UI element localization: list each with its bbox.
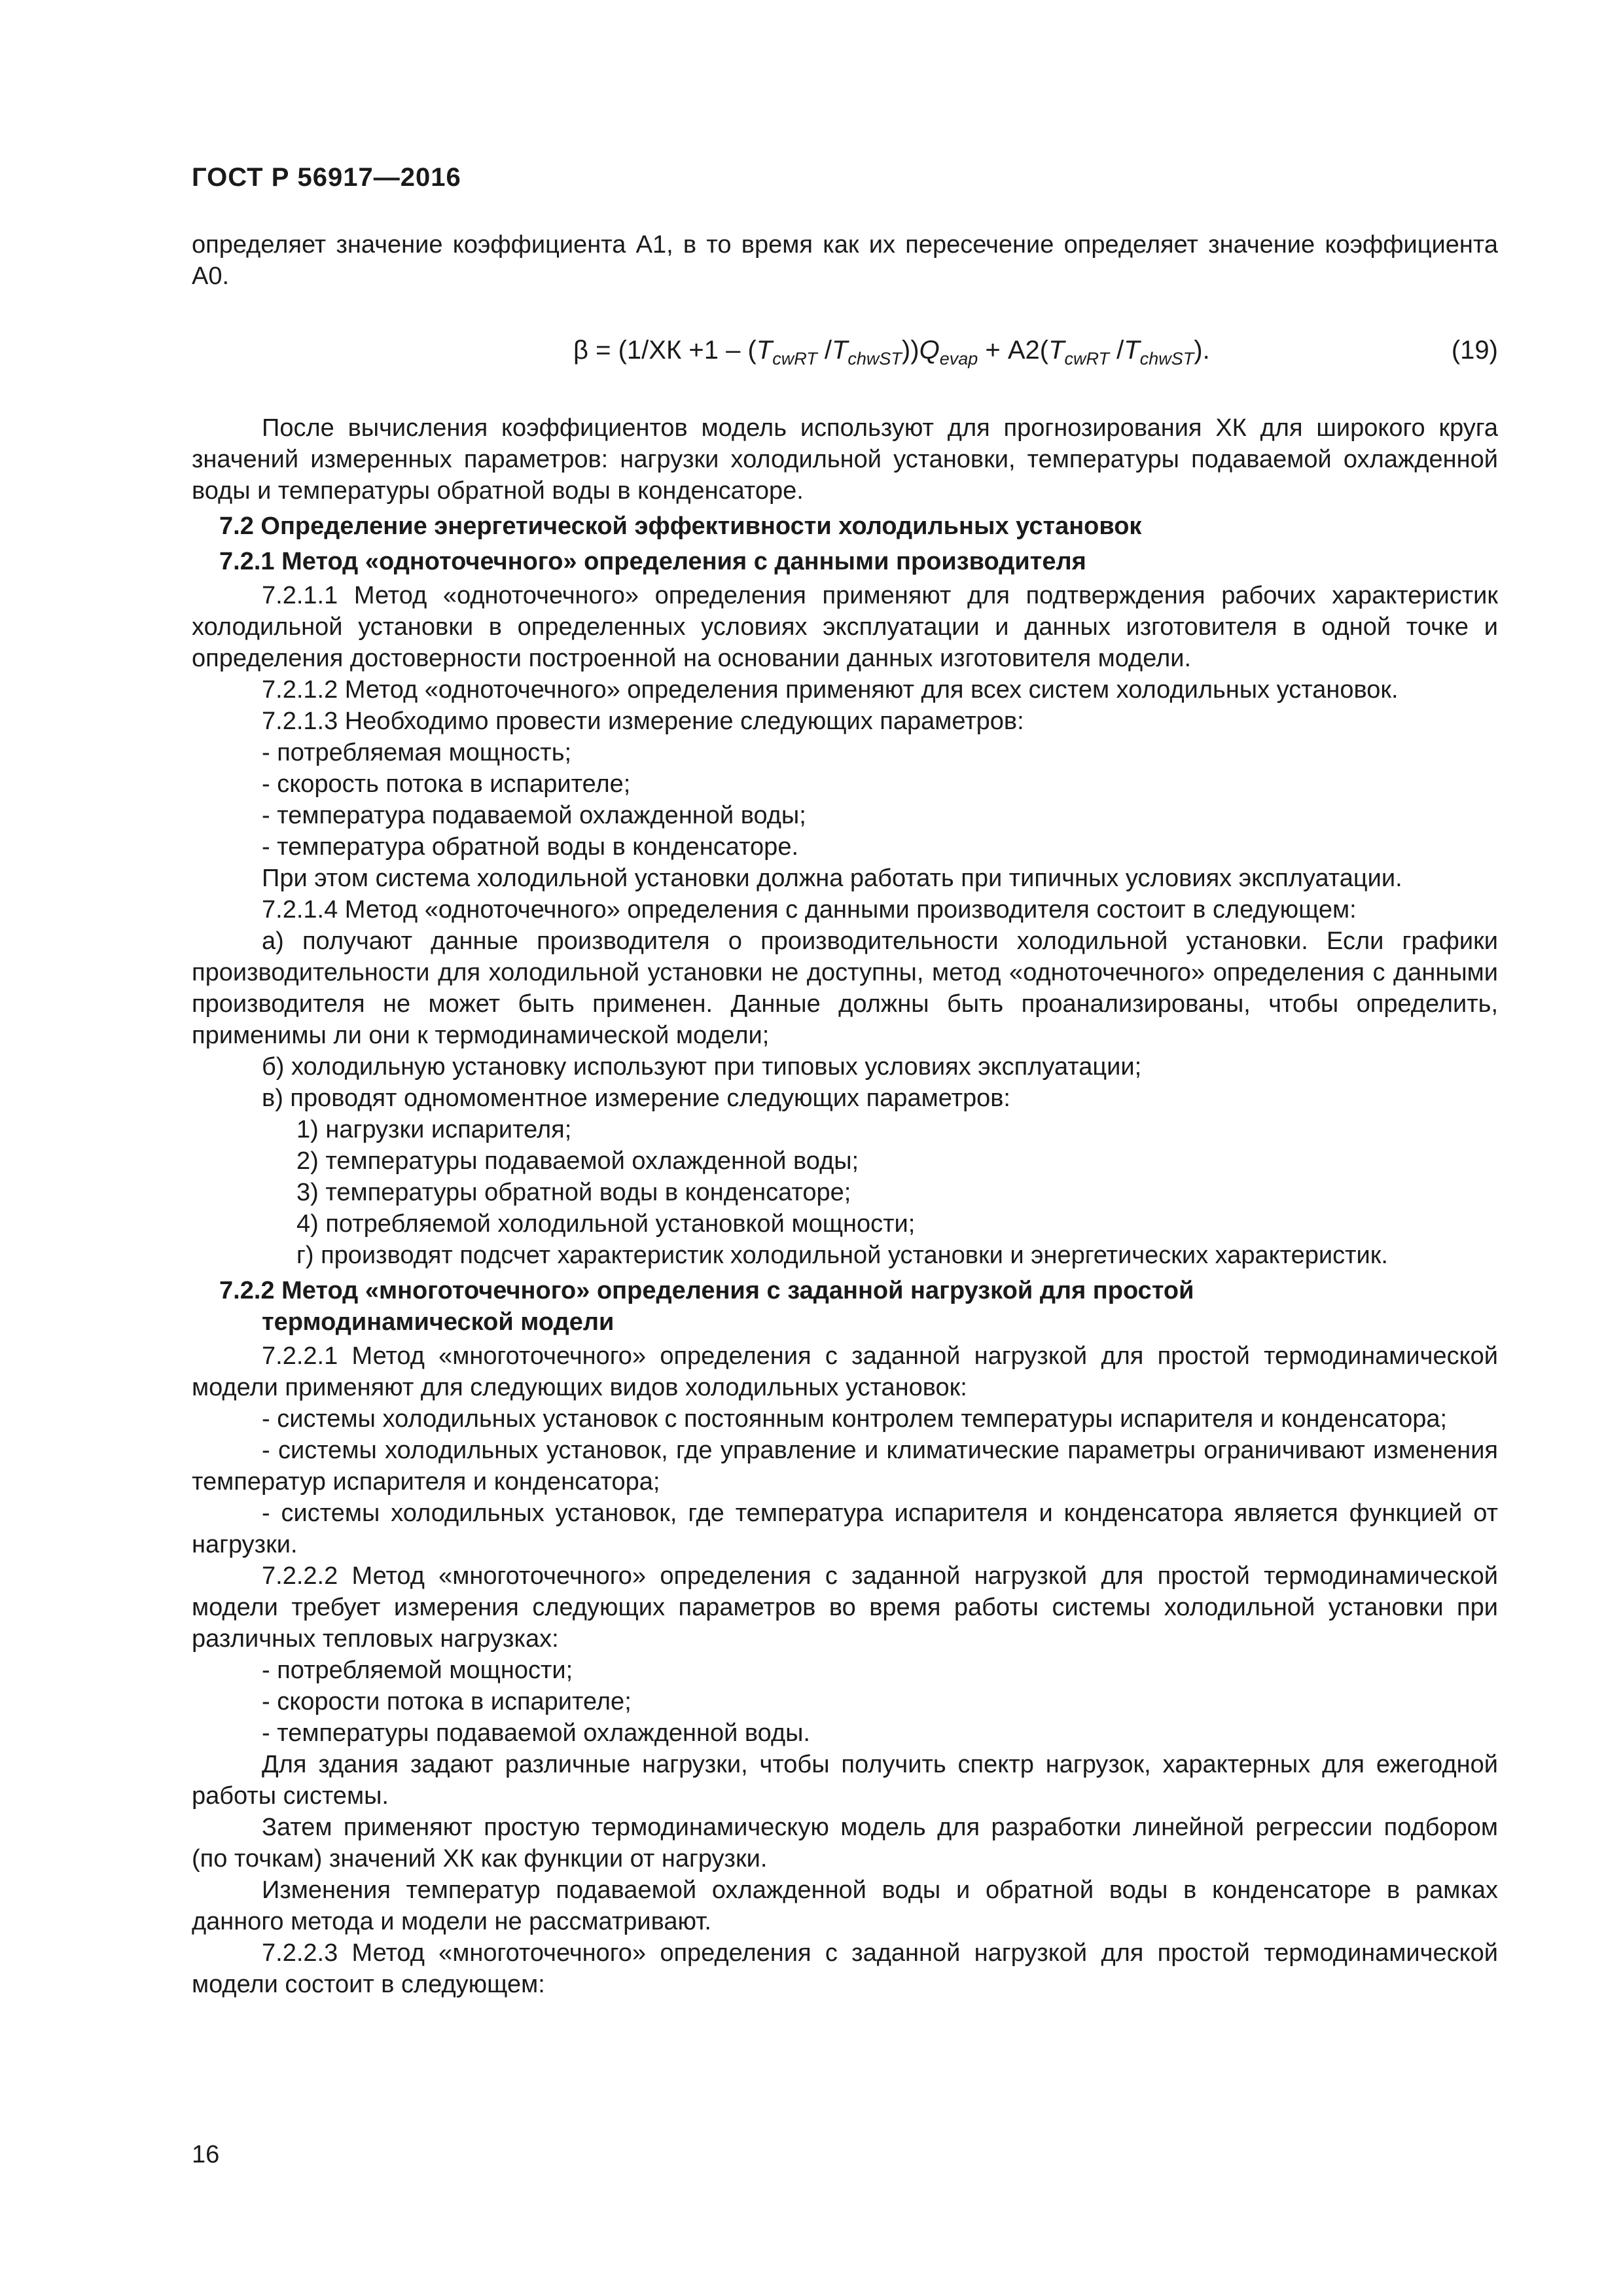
- section-heading-7-2: 7.2 Определение энергетической эффективности холодильных установок: [219, 512, 1142, 540]
- page-number: 16: [192, 2141, 220, 2168]
- list-item: - скорость потока в испарителе;: [262, 770, 631, 798]
- list-item: - температура обратной воды в конденсаторе.: [262, 833, 799, 861]
- list-item: - потребляемая мощность;: [262, 739, 572, 766]
- list-item: - системы холодильных установок, где температура испарителя и конденсатора является функцией от нагрузки.: [192, 1499, 1498, 1558]
- list-item-g: г) производят подсчет характеристик холодильной установки и энергетических характеристик.: [296, 1242, 1388, 1269]
- formula-number: (19): [1451, 336, 1498, 365]
- document-header: ГОСТ Р 56917—2016: [192, 163, 461, 192]
- paragraph-after-formula: После вычисления коэффициентов модель используют для прогнозирования ХК для широкого круга значений измеренных параметров: нагрузки холодильной установки, температуры подаваемой охлажденной воды и температуры обратной воды в конденсаторе.: [192, 414, 1498, 505]
- paragraph-7-2-1-1: 7.2.1.1 Метод «одноточечного» определения применяют для подтверждения рабочих характеристик холодильной установки в определенных условиях эксплуатации и данных изготовителя в одной точке и определения достоверности построенной на основании данных изготовителя модели.: [192, 582, 1498, 672]
- list-item: - температура подаваемой охлажденной воды;: [262, 802, 806, 829]
- page-content: [192, 229, 1498, 2000]
- paragraph-7-2-1-4: 7.2.1.4 Метод «одноточечного» определения с данными производителя состоит в следующем:: [262, 896, 1357, 924]
- list-item: - системы холодильных установок, где управление и климатические параметры ограничивают изменения температур испарителя и конденсатора;: [192, 1437, 1498, 1496]
- paragraph-7-2-2-2: 7.2.2.2 Метод «многоточечного» определения с заданной нагрузкой для простой термодинамической модели требует измерения следующих параметров во время работы системы холодильной установки при различных тепловых нагрузках:: [192, 1562, 1498, 1653]
- paragraph-7-2-1-3: 7.2.1.3 Необходимо провести измерение следующих параметров:: [262, 708, 1024, 735]
- list-item: - системы холодильных установок с постоянным контролем температуры испарителя и конденсатора;: [262, 1405, 1448, 1433]
- list-item: - потребляемой мощности;: [262, 1657, 573, 1684]
- section-heading-7-2-2: 7.2.2 Метод «многоточечного» определения с заданной нагрузкой для простой термодинамической модели: [219, 1277, 1194, 1336]
- paragraph-7-2-2-3: 7.2.2.3 Метод «многоточечного» определения с заданной нагрузкой для простой термодинамической модели состоит в следующем:: [192, 1939, 1498, 1998]
- list-item-v: в) проводят одномоментное измерение следующих параметров:: [262, 1085, 1010, 1112]
- list-item: 1) нагрузки испарителя;: [296, 1116, 572, 1143]
- paragraph-conditions: При этом система холодильной установки должна работать при типичных условиях эксплуатации.: [262, 865, 1402, 892]
- intro-paragraph: определяет значение коэффициента А1, в то время как их пересечение определяет значение коэффициента А0.: [192, 231, 1498, 290]
- paragraph-model: Затем применяют простую термодинамическую модель для разработки линейной регрессии подбором (по точкам) значений ХК как функции от нагрузки.: [192, 1814, 1498, 1873]
- list-item: - температуры подаваемой охлажденной воды.: [262, 1719, 810, 1747]
- formula-19: [192, 332, 1498, 368]
- list-item: - скорости потока в испарителе;: [262, 1688, 632, 1715]
- formula-expression: $\beta = (1/ХК +1 - (T_{cwRT}$ $/T_{chwST}))Q_{evap} + А2(T_{cwRT}$ $/T_{chwST}$).: [573, 336, 1210, 368]
- list-item-b: б) холодильную установку используют при типовых условиях эксплуатации;: [262, 1053, 1142, 1081]
- list-item-a: а) получают данные производителя о производительности холодильной установки. Если графики производительности для холодильной установки не доступны, метод «одноточечного» определения с данными производителя не может быть применен. Данные должны быть проанализированы, чтобы определить, применимы ли они к термодинамической модели;: [192, 927, 1498, 1049]
- paragraph-changes: Изменения температур подаваемой охлажденной воды и обратной воды в конденсаторе в рамках данного метода и модели не рассматривают.: [192, 1876, 1498, 1935]
- section-heading-7-2-1: 7.2.1 Метод «одноточечного» определения с данными производителя: [219, 548, 1086, 575]
- list-item: 4) потребляемой холодильной установкой мощности;: [296, 1210, 916, 1238]
- paragraph-7-2-1-2: 7.2.1.2 Метод «одноточечного» определения применяют для всех систем холодильных установок.: [262, 676, 1399, 704]
- paragraph-loads: Для здания задают различные нагрузки, чтобы получить спектр нагрузок, характерных для ежегодной работы системы.: [192, 1751, 1498, 1810]
- paragraph-7-2-2-1: 7.2.2.1 Метод «многоточечного» определения с заданной нагрузкой для простой термодинамической модели применяют для следующих видов холодильных установок:: [192, 1342, 1498, 1401]
- list-item: 3) температуры обратной воды в конденсаторе;: [296, 1179, 851, 1206]
- list-item: 2) температуры подаваемой охлажденной воды;: [296, 1147, 859, 1175]
